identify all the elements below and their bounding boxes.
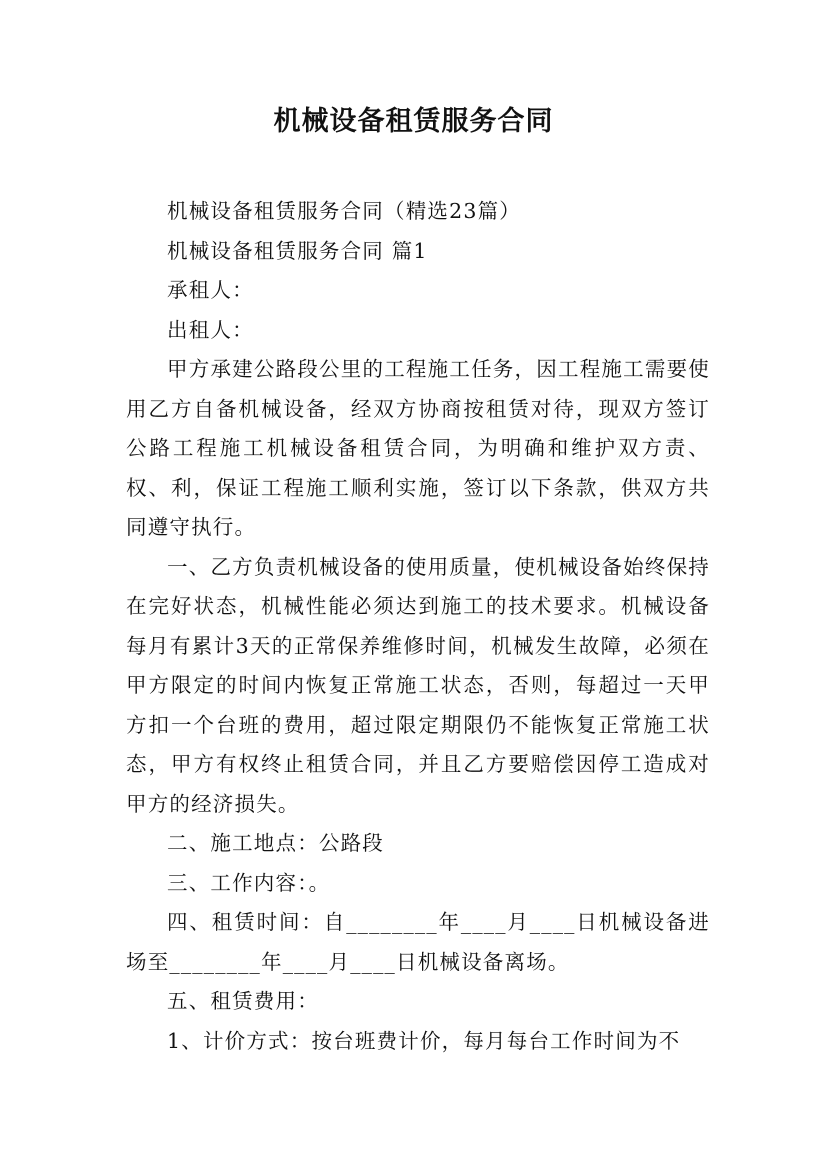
paragraph-preamble: 甲方承建公路段公里的工程施工任务，因工程施工需要使用乙方自备机械设备，经双方协商按租赁对待，现双方签订公路工程施工机械设备租赁合同，为明确和维护双方责、权、利，保证工程施工顺利实施，签订以下条款，供双方共同遵守执行。 (126, 357, 710, 539)
paragraph-clause-1: 一、乙方负责机械设备的使用质量，使机械设备始终保持在完好状态，机械性能必须达到施工的技术要求。机械设备每月有累计3天的正常保养维修时间，机械发生故障，必须在甲方限定的时间内恢复正常施工状态，否则，每超过一天甲方扣一个台班的费用，超过限定期限仍不能恢复正常施工状态，甲方有权终止租赁合同，并且乙方要赔偿因停工造成对甲方的经济损失。 (126, 554, 710, 816)
paragraph-clause-5-1: 1、计价方式：按台班费计价，每月每台工作时间为不 (167, 1028, 681, 1053)
paragraph-subtitle: 机械设备租赁服务合同（精选23篇） (167, 199, 521, 223)
paragraph-lessee: 承租人： (167, 278, 254, 302)
paragraph-clause-5: 五、租赁费用： (167, 989, 319, 1013)
paragraph-section-heading: 机械设备租赁服务合同 篇1 (167, 238, 428, 263)
paragraph-clause-2: 二、施工地点：公路段 (167, 831, 384, 855)
paragraph-clause-4: 四、租赁时间：自________年____月____日机械设备进场至________年____月____日机械设备离场。 (126, 910, 710, 974)
paragraph-clause-3: 三、工作内容：。 (167, 870, 331, 895)
document-title: 机械设备租赁服务合同 (273, 106, 554, 137)
paragraph-lessor: 出租人： (167, 317, 254, 342)
document-body (126, 192, 710, 1061)
